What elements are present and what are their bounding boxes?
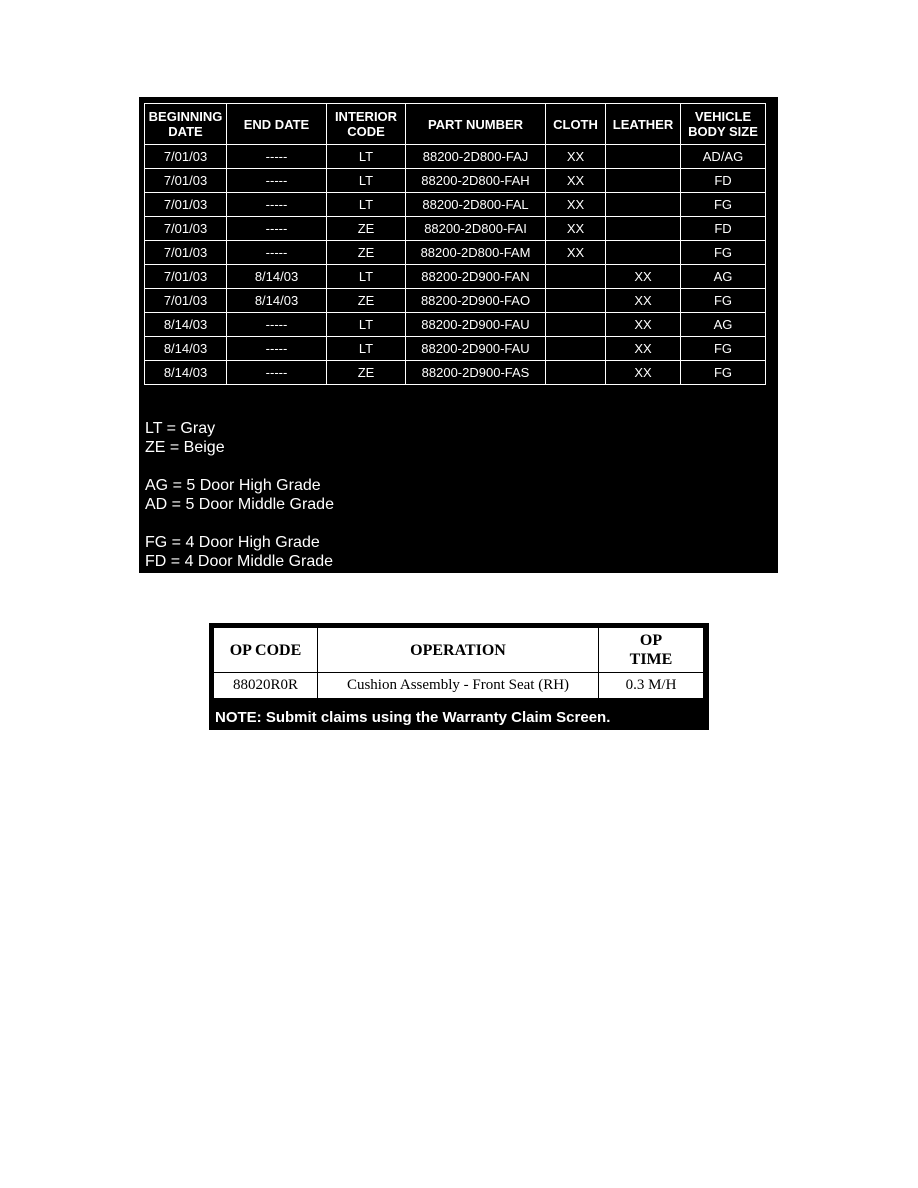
cell-interior-code: LT: [327, 265, 406, 289]
cell-end-date: -----: [227, 169, 327, 193]
cell-end-date: -----: [227, 145, 327, 169]
op-code-table: [213, 627, 704, 699]
cell-cloth: [546, 313, 606, 337]
col-op-code: OP CODE: [214, 628, 318, 673]
cell-body-size: FG: [681, 337, 766, 361]
cell-end-date: -----: [227, 193, 327, 217]
col-part-number: PART NUMBER: [406, 104, 546, 145]
cell-body-size: AG: [681, 313, 766, 337]
parts-panel: [139, 97, 778, 573]
parts-table: [144, 103, 766, 385]
cell-cloth: XX: [546, 145, 606, 169]
cell-part-number: 88200-2D900-FAN: [406, 265, 546, 289]
table-row: [145, 169, 766, 193]
cell-interior-code: LT: [327, 145, 406, 169]
parts-header-row: [145, 104, 766, 145]
cell-interior-code: ZE: [327, 289, 406, 313]
table-row: [145, 289, 766, 313]
cell-end-date: -----: [227, 241, 327, 265]
legend-line: LT = Gray: [145, 420, 216, 437]
cell-part-number: 88200-2D900-FAU: [406, 313, 546, 337]
col-vehicle-body-size: VEHICLE BODY SIZE: [681, 104, 766, 145]
col-op-time: OP TIME: [599, 628, 704, 673]
cell-body-size: FG: [681, 193, 766, 217]
col-cloth: CLOTH: [546, 104, 606, 145]
table-row: [145, 361, 766, 385]
table-row: [145, 337, 766, 361]
cell-body-size: FG: [681, 241, 766, 265]
cell-beginning-date: 7/01/03: [145, 265, 227, 289]
cell-leather: [606, 169, 681, 193]
table-row: [145, 217, 766, 241]
cell-leather: XX: [606, 361, 681, 385]
cell-leather: [606, 217, 681, 241]
col-interior-code: INTERIOR CODE: [327, 104, 406, 145]
cell-body-size: FG: [681, 361, 766, 385]
table-row: [145, 145, 766, 169]
table-row: [145, 193, 766, 217]
cell-beginning-date: 8/14/03: [145, 313, 227, 337]
op-header-row: [214, 628, 704, 673]
cell-part-number: 88200-2D800-FAI: [406, 217, 546, 241]
col-beginning-date: BEGINNING DATE: [145, 104, 227, 145]
cell-interior-code: ZE: [327, 217, 406, 241]
cell-end-date: -----: [227, 337, 327, 361]
cell-part-number: 88200-2D900-FAU: [406, 337, 546, 361]
cell-cloth: [546, 337, 606, 361]
cell-beginning-date: 8/14/03: [145, 361, 227, 385]
op-code-panel: [209, 623, 709, 730]
cell-end-date: -----: [227, 217, 327, 241]
cell-beginning-date: 7/01/03: [145, 193, 227, 217]
legend-spacer: [145, 457, 334, 476]
cell-cloth: XX: [546, 193, 606, 217]
cell-end-date: 8/14/03: [227, 265, 327, 289]
code-legend: [145, 419, 334, 571]
table-row: [145, 313, 766, 337]
col-leather: LEATHER: [606, 104, 681, 145]
col-operation: OPERATION: [318, 628, 599, 673]
legend-spacer: [145, 514, 334, 533]
legend-line: FD = 4 Door Middle Grade: [145, 553, 334, 570]
cell-leather: XX: [606, 265, 681, 289]
cell-end-date: 8/14/03: [227, 289, 327, 313]
cell-body-size: FD: [681, 217, 766, 241]
cell-part-number: 88200-2D900-FAS: [406, 361, 546, 385]
cell-leather: [606, 193, 681, 217]
cell-part-number: 88200-2D800-FAH: [406, 169, 546, 193]
cell-cloth: [546, 265, 606, 289]
cell-interior-code: LT: [327, 337, 406, 361]
cell-interior-code: LT: [327, 313, 406, 337]
legend-line: AD = 5 Door Middle Grade: [145, 496, 334, 513]
legend-line: FG = 4 Door High Grade: [145, 534, 320, 551]
cell-beginning-date: 7/01/03: [145, 217, 227, 241]
legend-line: ZE = Beige: [145, 439, 225, 456]
legend-line: AG = 5 Door High Grade: [145, 477, 321, 494]
cell-beginning-date: 7/01/03: [145, 241, 227, 265]
cell-body-size: FD: [681, 169, 766, 193]
cell-part-number: 88200-2D800-FAM: [406, 241, 546, 265]
cell-body-size: AG: [681, 265, 766, 289]
cell-interior-code: LT: [327, 169, 406, 193]
cell-cloth: XX: [546, 217, 606, 241]
cell-leather: [606, 145, 681, 169]
cell-cloth: [546, 289, 606, 313]
cell-leather: XX: [606, 313, 681, 337]
cell-end-date: -----: [227, 313, 327, 337]
cell-cloth: XX: [546, 169, 606, 193]
table-row: [145, 241, 766, 265]
cell-body-size: FG: [681, 289, 766, 313]
cell-cloth: XX: [546, 241, 606, 265]
cell-part-number: 88200-2D800-FAJ: [406, 145, 546, 169]
cell-beginning-date: 8/14/03: [145, 337, 227, 361]
table-row: [214, 673, 704, 699]
cell-beginning-date: 7/01/03: [145, 169, 227, 193]
cell-leather: XX: [606, 337, 681, 361]
cell-interior-code: ZE: [327, 241, 406, 265]
cell-beginning-date: 7/01/03: [145, 289, 227, 313]
warranty-note: NOTE: Submit claims using the Warranty Claim Screen.: [215, 709, 611, 726]
cell-operation: Cushion Assembly - Front Seat (RH): [318, 673, 599, 699]
cell-body-size: AD/AG: [681, 145, 766, 169]
cell-leather: XX: [606, 289, 681, 313]
cell-part-number: 88200-2D900-FAO: [406, 289, 546, 313]
cell-interior-code: ZE: [327, 361, 406, 385]
cell-end-date: -----: [227, 361, 327, 385]
cell-interior-code: LT: [327, 193, 406, 217]
table-row: [145, 265, 766, 289]
cell-op-time: 0.3 M/H: [599, 673, 704, 699]
cell-beginning-date: 7/01/03: [145, 145, 227, 169]
cell-cloth: [546, 361, 606, 385]
cell-part-number: 88200-2D800-FAL: [406, 193, 546, 217]
cell-op-code: 88020R0R: [214, 673, 318, 699]
cell-leather: [606, 241, 681, 265]
col-end-date: END DATE: [227, 104, 327, 145]
